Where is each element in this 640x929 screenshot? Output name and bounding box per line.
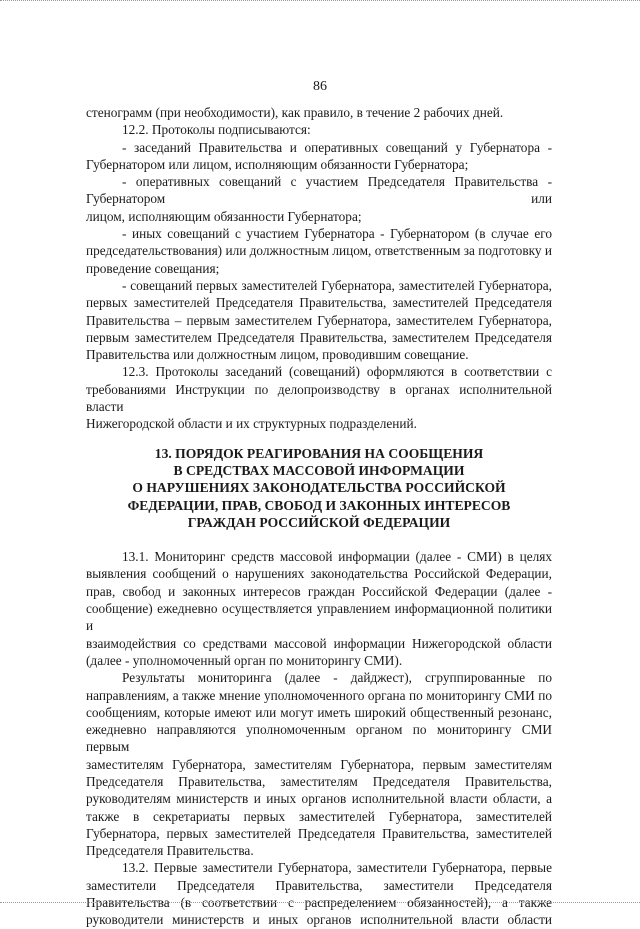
text-line: прав, свобод и законных интересов граждан Российской Федерации (далее - (86, 583, 552, 599)
text-line: - оперативных совещаний с участием Председателя Правительства - Губернатором или (86, 174, 552, 207)
text-line: Губернатором или лицом, исполняющим обязанности Губернатора; (86, 156, 469, 172)
page-number: 86 (313, 79, 327, 94)
text-line: первых заместителей Председателя Правительства, заместителей Председателя (86, 295, 552, 311)
scan-edge-bottom (0, 899, 640, 903)
text-line: выявления сообщений о нарушениях законодательства Российской Федерации, (86, 566, 552, 582)
text-line: сообщениям, которые имеют или могут иметь широкий общественный резонанс, (86, 704, 552, 720)
text-line: Нижегородской области и их структурных подразделений. (86, 416, 417, 432)
heading-line: ФЕДЕРАЦИИ, ПРАВ, СВОБОД И ЗАКОННЫХ ИНТЕРЕСОВ (127, 497, 511, 513)
heading-line: ГРАЖДАН РОССИЙСКОЙ ФЕДЕРАЦИИ (187, 514, 451, 530)
section-13-heading (86, 445, 552, 531)
text-line: первым заместителем Председателя Правительства, заместителем Председателя (86, 329, 552, 345)
text-line: ежедневно направляются уполномоченным органом по мониторингу СМИ первым (86, 722, 552, 755)
text-line: заместителям Губернатора, заместителям Губернатора, первым заместителям (86, 756, 552, 772)
text-line: также в секретариаты первых заместителей Губернатора, заместителей (86, 808, 552, 824)
text-line: Губернатора, первых заместителей Председателя Правительства, заместителей (86, 825, 552, 841)
paragraph-13-1 (86, 548, 552, 669)
paragraph-lead-line: 12.2. Протоколы подписываются: (122, 122, 311, 138)
paragraph-lead-line: 13.1. Мониторинг средств массовой информации (далее - СМИ) в целях (122, 549, 552, 565)
text-line: - совещаний первых заместителей Губернатора, заместителей Губернатора, (122, 277, 552, 293)
text-line: (далее - уполномоченный орган по мониторингу СМИ). (86, 652, 403, 668)
text-line: председательствования) или должностным лицом, ответственным за подготовку и (86, 243, 552, 259)
paragraph-12-3 (86, 363, 552, 432)
page-body (86, 104, 552, 929)
heading-line: 13. ПОРЯДОК РЕАГИРОВАНИЯ НА СООБЩЕНИЯ (154, 445, 484, 461)
text-line: Правительства или должностным лицом, проводившим совещание. (86, 347, 469, 363)
text-line: направлениям, а также мнение уполномоченного органа по мониторингу СМИ по (86, 687, 552, 703)
paragraph-lead-line: Результаты мониторинга (далее - дайджест), сгруппированные по (122, 670, 552, 686)
text-line: требованиями Инструкции по делопроизводству в органах исполнительной власти (86, 381, 552, 415)
text-line: сообщение) ежедневно осуществляется управлением информационной политики и (86, 601, 552, 634)
scan-edge-top (0, 0, 640, 4)
intro-paragraph (86, 104, 552, 121)
text-line: Правительства – первым заместителем Губернатора, заместителем Губернатора, (86, 312, 552, 328)
text-line: Председателя Правительства, заместителям Председателя Правительства, (86, 773, 552, 789)
text-line: руководителям министерств и иных органов исполнительной власти области, а (86, 791, 552, 807)
heading-line: В СРЕДСТВАХ МАССОВОЙ ИНФОРМАЦИИ (173, 462, 465, 478)
text-line: - иных совещаний с участием Губернатора - Губернатором (в случае его (122, 226, 552, 242)
text-line: стенограмм (при необходимости), как правило, в течение 2 рабочих дней. (86, 105, 504, 120)
text-line: взаимодействия со средствами массовой информации Нижегородской области (86, 635, 552, 651)
text-line: Председателя Правительства. (86, 843, 254, 859)
paragraph-13-2 (86, 859, 552, 928)
text-line: - заседаний Правительства и оперативных совещаний у Губернатора - (122, 139, 552, 155)
paragraph-lead-line: 12.3. Протоколы заседаний (совещаний) оформляются в соответствии с (122, 364, 552, 380)
paragraph-12-2 (86, 121, 552, 363)
text-line: заместители Председателя Правительства, заместители Председателя (86, 877, 552, 893)
text-line: Правительства (в соответствии с распределением обязанностей), а также (86, 895, 552, 911)
paragraph-lead-line: 13.2. Первые заместители Губернатора, заместители Губернатора, первые (122, 860, 552, 876)
text-line: руководители министерств и иных органов исполнительной власти области (86, 912, 552, 928)
heading-line: О НАРУШЕНИЯХ ЗАКОНОДАТЕЛЬСТВА РОССИЙСКОЙ (132, 480, 506, 496)
text-line: проведение совещания; (86, 260, 220, 276)
text-line: лицом, исполняющим обязанности Губернатора; (86, 208, 362, 224)
paragraph-results (86, 669, 552, 859)
